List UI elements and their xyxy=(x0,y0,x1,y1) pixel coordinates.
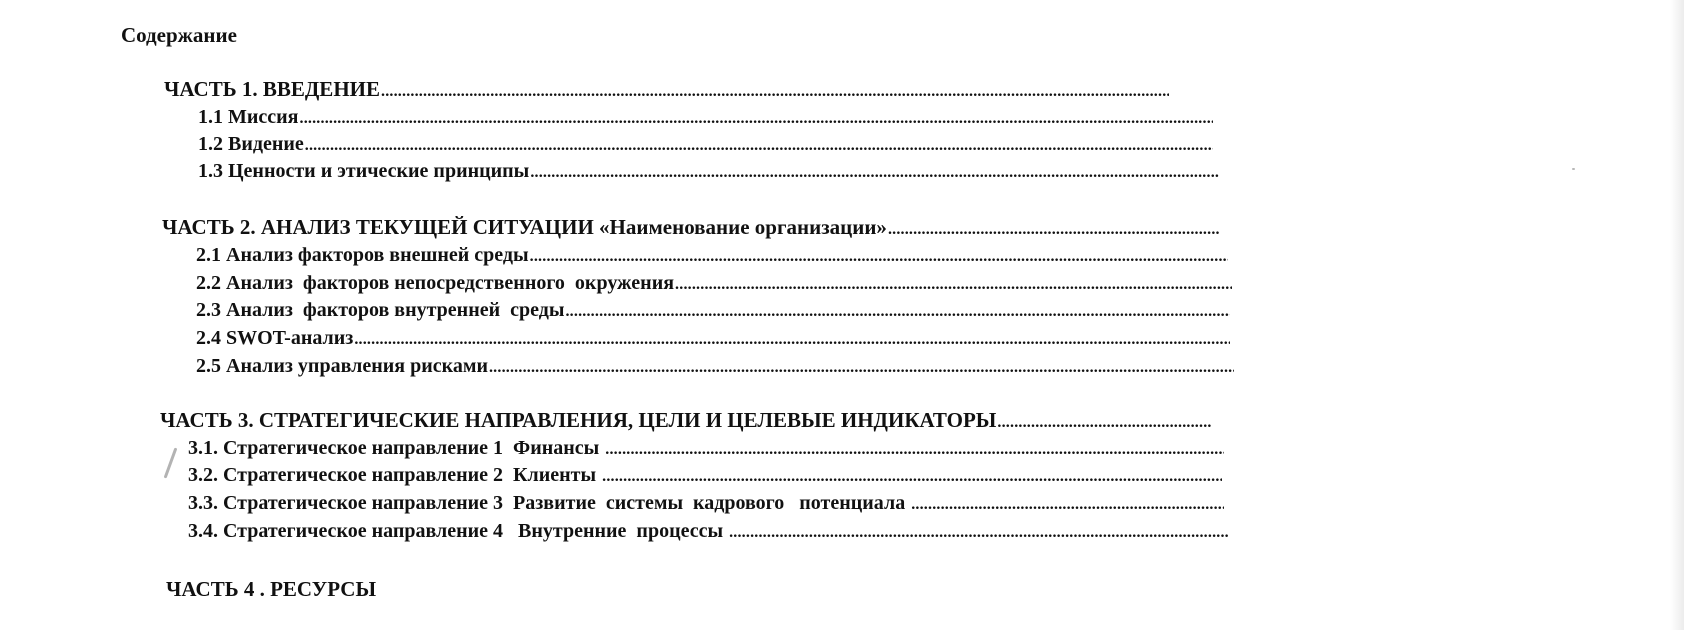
dot-leader xyxy=(489,355,1234,381)
dot-leader xyxy=(305,133,1213,159)
toc-entry-label: 1.3 Ценности и этические принципы xyxy=(198,160,530,182)
toc-part-2-heading xyxy=(162,214,1220,243)
toc-item-3-3 xyxy=(188,490,1224,518)
toc-entry-label: ЧАСТЬ 3. СТРАТЕГИЧЕСКИЕ НАПРАВЛЕНИЯ, ЦЕЛИ И ЦЕЛЕВЫЕ ИНДИКАТОРЫ xyxy=(160,408,997,432)
dot-leader xyxy=(565,299,1230,325)
toc-entry-label: 2.1 Анализ факторов внешней среды xyxy=(196,244,529,266)
dot-leader xyxy=(605,437,1224,463)
page-edge-shadow xyxy=(1670,0,1684,630)
dot-leader xyxy=(888,217,1220,243)
toc-part-4-heading xyxy=(166,576,376,602)
toc-entry-label: 2.4 SWOT-анализ xyxy=(196,327,354,349)
toc-entry-label: ЧАСТЬ 4 . РЕСУРСЫ xyxy=(166,577,377,601)
toc-part-3-heading xyxy=(160,407,1212,436)
toc-item-1-2 xyxy=(198,131,1213,159)
toc-entry-label: ЧАСТЬ 2. АНАЛИЗ ТЕКУЩЕЙ СИТУАЦИИ «Наименование организации» xyxy=(162,215,887,239)
scan-speck xyxy=(1572,168,1575,170)
toc-entry-label: 1.2 Видение xyxy=(198,133,304,155)
toc-entry-label: 3.4. Стратегическое направление 4 Внутренние процессы xyxy=(188,520,729,542)
toc-item-2-4 xyxy=(196,325,1230,353)
toc-item-3-2 xyxy=(188,462,1222,490)
toc-entry-label: 3.2. Стратегическое направление 2 Клиенты xyxy=(188,464,602,486)
toc-item-2-1 xyxy=(196,242,1228,270)
dot-leader xyxy=(997,410,1212,436)
toc-item-1-3 xyxy=(198,158,1219,186)
dot-leader xyxy=(530,160,1219,186)
dot-leader xyxy=(675,272,1232,298)
toc-entry-label: 2.3 Анализ факторов внутренней среды xyxy=(196,299,565,321)
toc-entry-label: 2.5 Анализ управления рисками xyxy=(196,355,488,377)
toc-item-2-2 xyxy=(196,270,1232,298)
dot-leader xyxy=(530,244,1228,270)
toc-entry-label: ЧАСТЬ 1. ВВЕДЕНИЕ xyxy=(164,77,380,101)
toc-entry-label: 3.1. Стратегическое направление 1 Финансы xyxy=(188,437,605,459)
dot-leader xyxy=(729,520,1229,546)
dot-leader xyxy=(354,327,1230,353)
dot-leader xyxy=(602,464,1222,490)
toc-part-1-heading xyxy=(164,76,1169,105)
toc-item-1-1 xyxy=(198,104,1213,132)
toc-entry-label: 2.2 Анализ факторов непосредственного окружения xyxy=(196,272,675,294)
toc-item-2-3 xyxy=(196,297,1230,325)
dot-leader xyxy=(381,79,1169,105)
toc-item-3-1 xyxy=(188,435,1224,463)
toc-item-2-5 xyxy=(196,353,1234,381)
toc-entry-label: 1.1 Миссия xyxy=(198,106,299,128)
dot-leader xyxy=(300,106,1214,132)
pencil-mark xyxy=(164,447,178,478)
toc-item-3-4 xyxy=(188,518,1229,546)
dot-leader xyxy=(911,492,1224,518)
toc-title: Содержание xyxy=(121,23,237,47)
toc-entry-label: 3.3. Стратегическое направление 3 Развитие системы кадрового потенциала xyxy=(188,492,911,514)
